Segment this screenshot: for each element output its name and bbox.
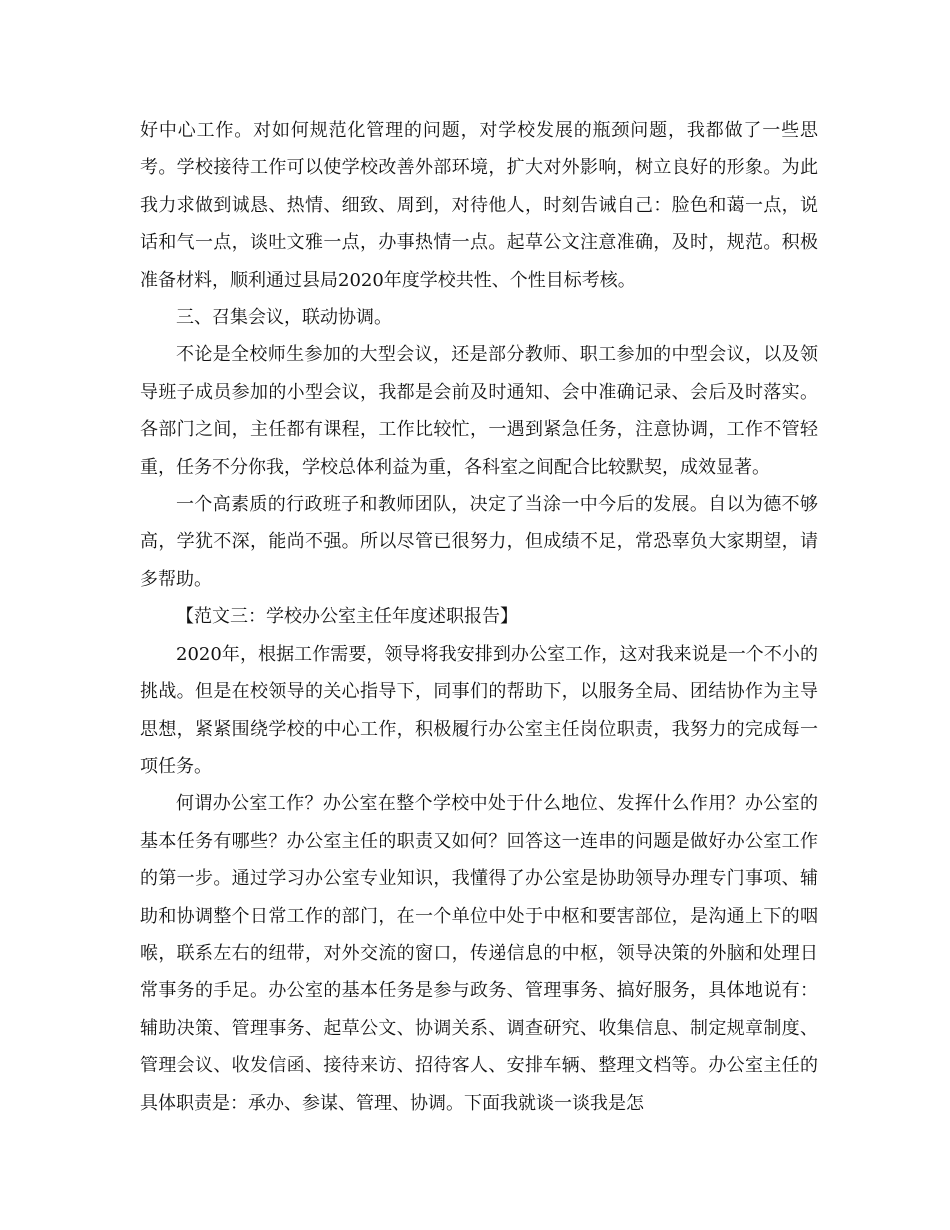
paragraph-team: 一个高素质的行政班子和教师团队，决定了当涂一中今后的发展。自以为德不够高，学犹不深，能尚不强。所以尽管已很努力，但成绩不足，常恐辜负大家期望，请多帮助。: [140, 494, 818, 590]
sample-title-3: 【范文三：学校办公室主任年度述职报告】: [176, 606, 518, 628]
paragraph-continuation: 好中心工作。对如何规范化管理的问题，对学校发展的瓶颈问题，我都做了一些思考。学校接待工作可以使学校改善外部环境，扩大对外影响，树立良好的形象。为此我力求做到诚恳、热情、细致、周到，对待他人，时刻告诫自己：脸色和蔼一点，说话和气一点，谈吐文雅一点，办事热情一点。起草公文注意准确，及时，规范。积极准备材料，顺利通过县局2020年度学校共性、个性目标考核。: [140, 120, 818, 291]
paragraph-office-work: 何谓办公室工作？办公室在整个学校中处于什么地位、发挥什么作用？办公室的基本任务有哪些？办公室主任的职责又如何？回答这一连串的问题是做好办公室工作的第一步。通过学习办公室专业知识，我懂得了办公室是协助领导办理专门事项、辅助和协调整个日常工作的部门，在一个单位中处于中枢和要害部位，是沟通上下的咽喉，联系左右的纽带，对外交流的窗口，传递信息的中枢，领导决策的外脑和处理日常事务的手足。办公室的基本任务是参与政务、管理事务、搞好服务，具体地说有：辅助决策、管理事务、起草公文、协调关系、调查研究、收集信息、制定规章制度、管理会议、收发信函、接待来访、招待客人、安排车辆、整理文档等。办公室主任的具体职责是：承办、参谋、管理、协调。下面我就谈一谈我是怎: [140, 793, 818, 1114]
section-heading-3: 三、召集会议，联动协调。: [176, 307, 392, 329]
paragraph-meetings: 不论是全校师生参加的大型会议，还是部分教师、职工参加的中型会议，以及领导班子成员参加的小型会议，我都是会前及时通知、会中准确记录、会后及时落实。各部门之间，主任都有课程，工作比较忙，一遇到紧急任务，注意协调，工作不管轻重，任务不分你我，学校总体利益为重，各科室之间配合比较默契，成效显著。: [140, 344, 818, 478]
paragraph-intro-3: 2020年，根据工作需要，领导将我安排到办公室工作，这对我来说是一个不小的挑战。但是在校领导的关心指导下，同事们的帮助下，以服务全局、团结协作为主导思想，紧紧围绕学校的中心工作，积极履行办公室主任岗位职责，我努力的完成每一项任务。: [140, 643, 818, 777]
document-body: [140, 112, 818, 1122]
